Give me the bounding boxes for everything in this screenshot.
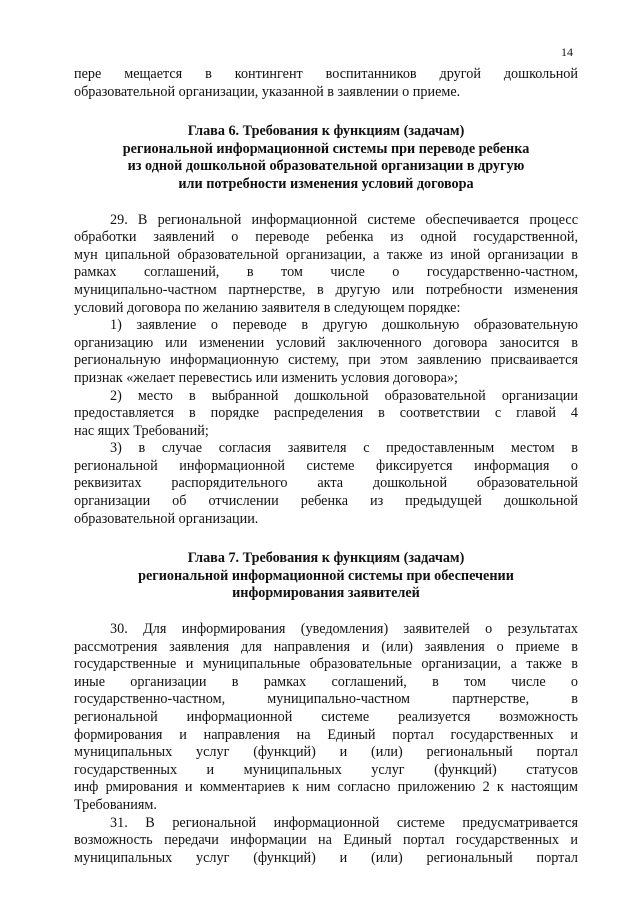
chapter-6-heading	[74, 123, 578, 193]
heading-line: региональной информационной системы при переводе ребенка	[122, 140, 530, 157]
text-line: инф рмирования и комментариев к ним согласно приложению 2 к настоящим	[74, 779, 578, 796]
heading-line: информирования заявителей	[232, 585, 420, 602]
text-line: муниципальных услуг (функций) и (или) региональный портал	[74, 849, 578, 866]
paragraph-30	[74, 621, 578, 815]
list-item-3	[74, 440, 578, 528]
chapter-7-heading	[74, 550, 578, 603]
text-line: муниципально-частном партнерстве, в другую или потребности изменения	[74, 281, 578, 298]
text-line: организации об отчислении ребенка из предыдущей дошкольной	[74, 493, 578, 510]
heading-line: Глава 7. Требования к функциям (задачам)	[187, 550, 465, 567]
text-line: обработки заявлений о переводе ребенка из одной государственной,	[74, 229, 578, 246]
text-line: нас ящих Требований;	[74, 422, 209, 439]
text-line: государственных и муниципальных услуг (функций) статусов	[74, 761, 578, 778]
text-line: рассмотрения заявления для направления и (или) заявления о приеме в	[74, 638, 578, 655]
text-line: Требованиям.	[74, 796, 157, 813]
text-line: региональной информационной системе фиксируется информация о	[74, 457, 578, 474]
text-line: условий договора по желанию заявителя в следующем порядке:	[74, 299, 461, 316]
text-line: региональной информационной системе реализуется возможность	[74, 709, 578, 725]
text-line: возможность передачи информации на Единый портал государственных и	[74, 832, 578, 849]
text-line: образовательной организации.	[74, 510, 259, 527]
intro-paragraph	[74, 66, 578, 101]
text-line: 1) заявление о переводе в другую дошкольную образовательную	[110, 317, 578, 334]
text-line: образовательной организации, указанной в заявлении о приеме.	[74, 83, 461, 100]
heading-line: или потребности изменения условий договора	[178, 175, 474, 192]
text-line: реквизитах распорядительного акта дошкольной образовательной	[74, 475, 578, 492]
heading-line: региональной информационной системы при обеспечении	[138, 567, 514, 584]
text-line: государственно-частном, муниципально-частном партнерстве, в	[74, 691, 578, 708]
text-line: предоставляется в порядке распределения в соответствии с главой 4	[74, 405, 578, 422]
heading-line: из одной дошкольной образовательной организации в другую	[127, 158, 525, 175]
text-line: 30. Для информирования (уведомления) заявителей о результатах	[110, 621, 578, 638]
text-line: 2) место в выбранной дошкольной образовательной организации	[110, 387, 578, 404]
text-line: региональную информационную систему, при этом заявлению присваивается	[74, 352, 578, 369]
text-line: мун ципальной образовательной организации, а также из иной организации в	[74, 246, 578, 263]
text-line: 3) в случае согласия заявителя с предоставленным местом в	[110, 440, 578, 457]
text-line: признак «желает перевестись или изменить условия договора»;	[74, 369, 458, 386]
text-line: иные организации в рамках соглашений, в том числе о	[74, 673, 578, 690]
text-line: организацию или изменении условий заключенного договора заносится в	[74, 334, 578, 351]
paragraph-29	[74, 212, 578, 318]
paragraph-31	[74, 815, 578, 868]
text-line: государственные и муниципальные образовательные организации, а также в	[74, 656, 578, 673]
text-line: рамках соглашений, в том числе о государственно-частном,	[74, 264, 578, 281]
list-item-1	[74, 317, 578, 387]
list-item-2	[74, 388, 578, 441]
text-line: 29. В региональной информационной системе обеспечивается процесс	[110, 211, 578, 228]
text-line: 31. В региональной информационной системе предусматривается	[110, 814, 578, 831]
page-number: 14	[561, 45, 573, 59]
text-line: муниципальных услуг (функций) и (или) региональный портал	[74, 744, 578, 761]
heading-line: Глава 6. Требования к функциям (задачам)	[187, 123, 465, 140]
page-content	[74, 66, 578, 867]
text-line: формирования и направления на Единый портал государственных и	[74, 726, 578, 743]
text-line: пере мещается в контингент воспитанников другой дошкольной	[74, 66, 578, 82]
